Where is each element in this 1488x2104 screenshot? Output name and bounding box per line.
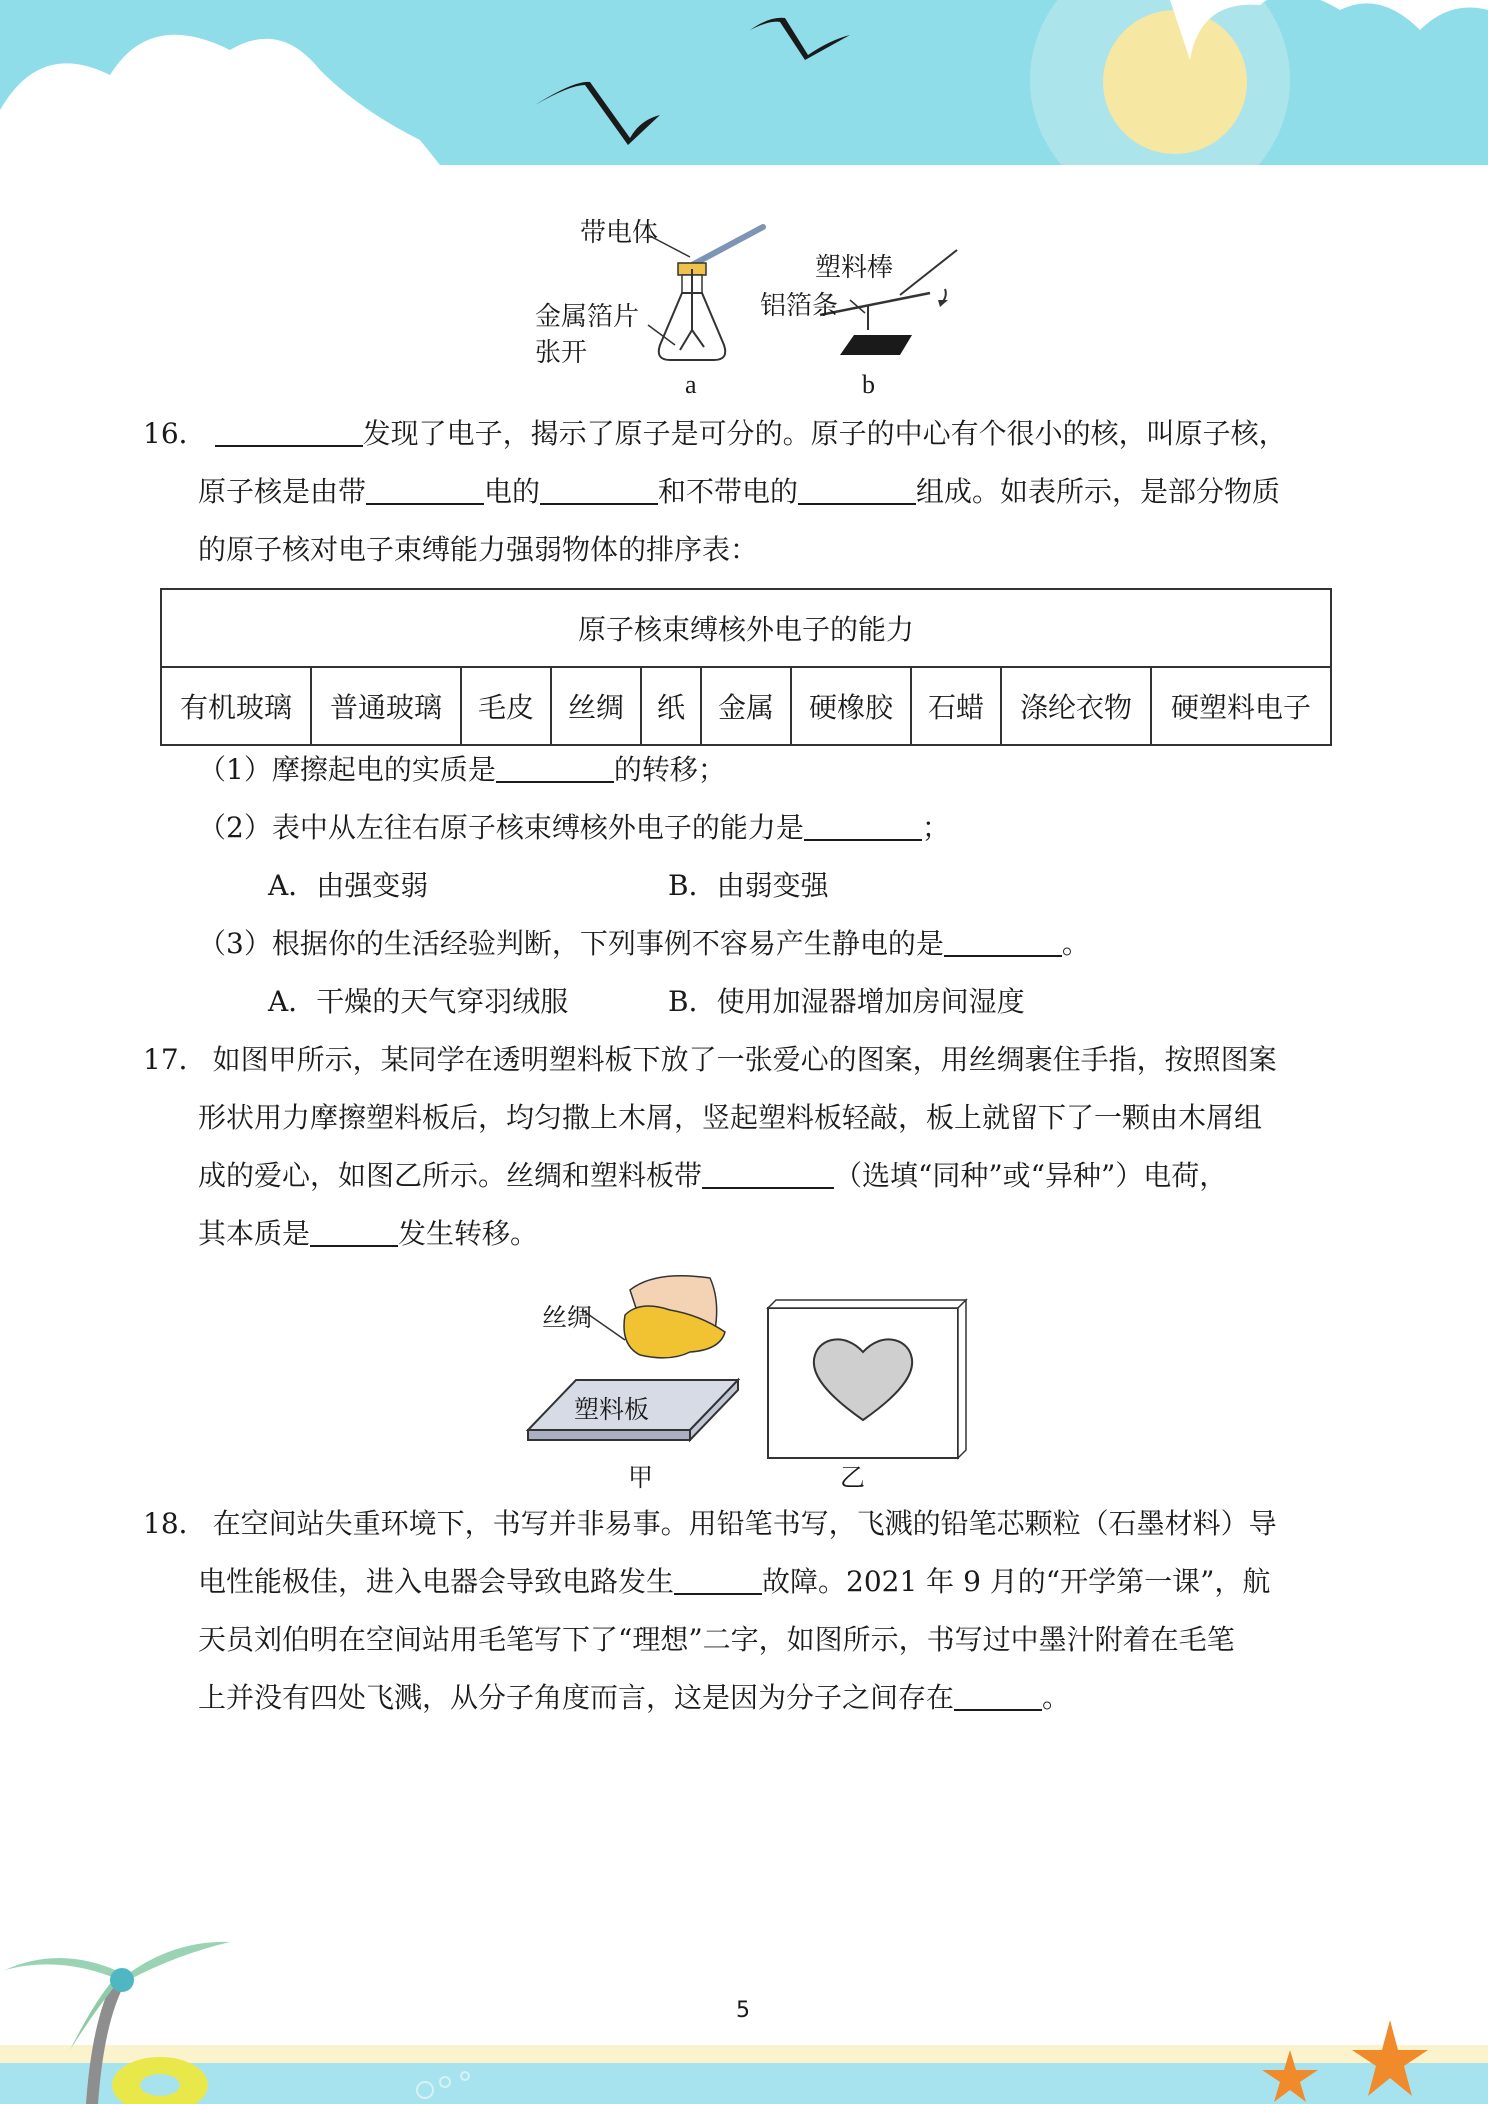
q18-line3: 天员刘伯明在空间站用毛笔写下了“理想”二字，如图所示，书写过中墨汁附着在毛笔 <box>198 1623 1235 1656</box>
q16-text: 和不带电的 <box>658 475 799 508</box>
label-plastic-board: 塑料板 <box>574 1395 650 1424</box>
q17-line4 <box>198 1214 538 1254</box>
answer-blank[interactable] <box>215 415 363 447</box>
answer-blank[interactable] <box>804 809 922 841</box>
table-cell: 有机玻璃 <box>161 667 311 745</box>
caption-b: b <box>862 370 875 399</box>
answer-blank[interactable] <box>944 925 1062 957</box>
answer-blank[interactable] <box>496 751 614 783</box>
q18-text: 故障。2021 年 9 月的“开学第一课”，航 <box>762 1565 1271 1598</box>
q16-sub2-option-b[interactable]: B．由弱变强 <box>668 869 829 902</box>
q16-text: 发现了电子，揭示了原子是可分的。原子的中心有个很小的核，叫原子核， <box>362 417 1287 450</box>
q16-sub2 <box>198 808 950 848</box>
label-silk: 丝绸 <box>542 1303 593 1332</box>
heart-board-illustration <box>768 1300 966 1458</box>
q16-text: （3）根据你的生活经验判断，下列事例不容易产生静电的是 <box>198 927 944 960</box>
q16-text: ； <box>921 811 950 844</box>
q18-text: 在空间站失重环境下，书写并非易事。用铅笔书写，飞溅的铅笔芯颗粒（石墨材料）导 <box>212 1507 1277 1540</box>
table-cell: 硬塑料电子 <box>1151 667 1331 745</box>
caption-jia: 甲 <box>628 1463 654 1492</box>
electroscope-illustration <box>648 227 763 360</box>
table-header: 原子核束缚核外电子的能力 <box>161 589 1331 667</box>
q16-line1 <box>143 414 1287 454</box>
q16-text: 原子核是由带 <box>198 475 367 508</box>
q18-text: 。 <box>1042 1681 1071 1714</box>
q16-text: 。 <box>1061 927 1090 960</box>
q18-line4 <box>198 1678 1070 1718</box>
q16-sub1 <box>198 750 726 790</box>
q17-line1 <box>143 1040 1277 1080</box>
footer-beach-banner <box>0 1900 1488 2104</box>
q17-text: 成的爱心，如图乙所示。丝绸和塑料板带 <box>198 1159 703 1192</box>
q17-text: 如图甲所示，某同学在透明塑料板下放了一张爱心的图案，用丝绸裹住手指，按照图案 <box>212 1043 1277 1076</box>
q17-line3 <box>198 1156 1227 1196</box>
caption-yi: 乙 <box>840 1463 866 1492</box>
q16-text: （1）摩擦起电的实质是 <box>198 753 496 786</box>
label-foil: 金属箔片 <box>535 302 640 332</box>
q17-number: 17． <box>143 1043 207 1076</box>
table-cell: 丝绸 <box>551 667 641 745</box>
q17-text: 其本质是 <box>198 1217 311 1250</box>
q18-text: 电性能极佳，进入电器会导致电路发生 <box>198 1565 675 1598</box>
answer-blank[interactable] <box>310 1215 398 1247</box>
q16-sub3-option-b[interactable]: B．使用加湿器增加房间湿度 <box>668 985 1025 1018</box>
q18-line1 <box>143 1504 1277 1544</box>
q18-number: 18． <box>143 1507 207 1540</box>
q16-text: 组成。如表所示，是部分物质 <box>916 475 1281 508</box>
answer-blank[interactable] <box>674 1563 762 1595</box>
label-charged-body: 带电体 <box>580 218 659 248</box>
q16-sub3-option-a[interactable]: A．干燥的天气穿羽绒服 <box>268 985 569 1018</box>
q18-text: 上并没有四处飞溅，从分子角度而言，这是因为分子之间存在 <box>198 1681 955 1714</box>
label-rod: 塑料棒 <box>815 253 894 283</box>
page-number: 5 <box>736 1998 750 2023</box>
answer-blank[interactable] <box>540 473 658 505</box>
q16-text: 电的 <box>484 475 541 508</box>
q16-text: （2）表中从左往右原子核束缚核外电子的能力是 <box>198 811 804 844</box>
q17-text: 发生转移。 <box>398 1217 539 1250</box>
q17-text: （选填“同种”或“异种”）电荷， <box>834 1159 1228 1192</box>
electron-binding-table <box>160 588 1332 746</box>
q17-line2: 形状用力摩擦塑料板后，均匀撒上木屑，竖起塑料板轻敲，板上就留下了一颗由木屑组 <box>198 1101 1263 1134</box>
answer-blank[interactable] <box>954 1679 1042 1711</box>
table-cell: 金属 <box>701 667 791 745</box>
q16-line2 <box>198 472 1280 512</box>
caption-a: a <box>685 370 697 399</box>
answer-blank[interactable] <box>366 473 484 505</box>
q16-sub2-option-a[interactable]: A．由强变弱 <box>268 869 429 902</box>
label-open: 张开 <box>535 338 588 368</box>
table-row <box>161 667 1331 745</box>
table-cell: 普通玻璃 <box>311 667 461 745</box>
header-banner <box>0 0 1488 170</box>
answer-blank[interactable] <box>798 473 916 505</box>
q16-text: 的转移； <box>613 753 726 786</box>
table-cell: 涤纶衣物 <box>1001 667 1151 745</box>
q16-line3: 的原子核对电子束缚能力强弱物体的排序表： <box>198 533 759 566</box>
label-strip: 铝箔条 <box>760 291 839 321</box>
table-cell: 硬橡胶 <box>791 667 911 745</box>
q16-number: 16． <box>143 417 207 450</box>
table-cell: 毛皮 <box>461 667 551 745</box>
table-cell: 纸 <box>641 667 701 745</box>
q16-sub3 <box>198 924 1090 964</box>
answer-blank[interactable] <box>702 1157 834 1189</box>
table-cell: 石蜡 <box>911 667 1001 745</box>
q18-line2 <box>198 1562 1270 1602</box>
